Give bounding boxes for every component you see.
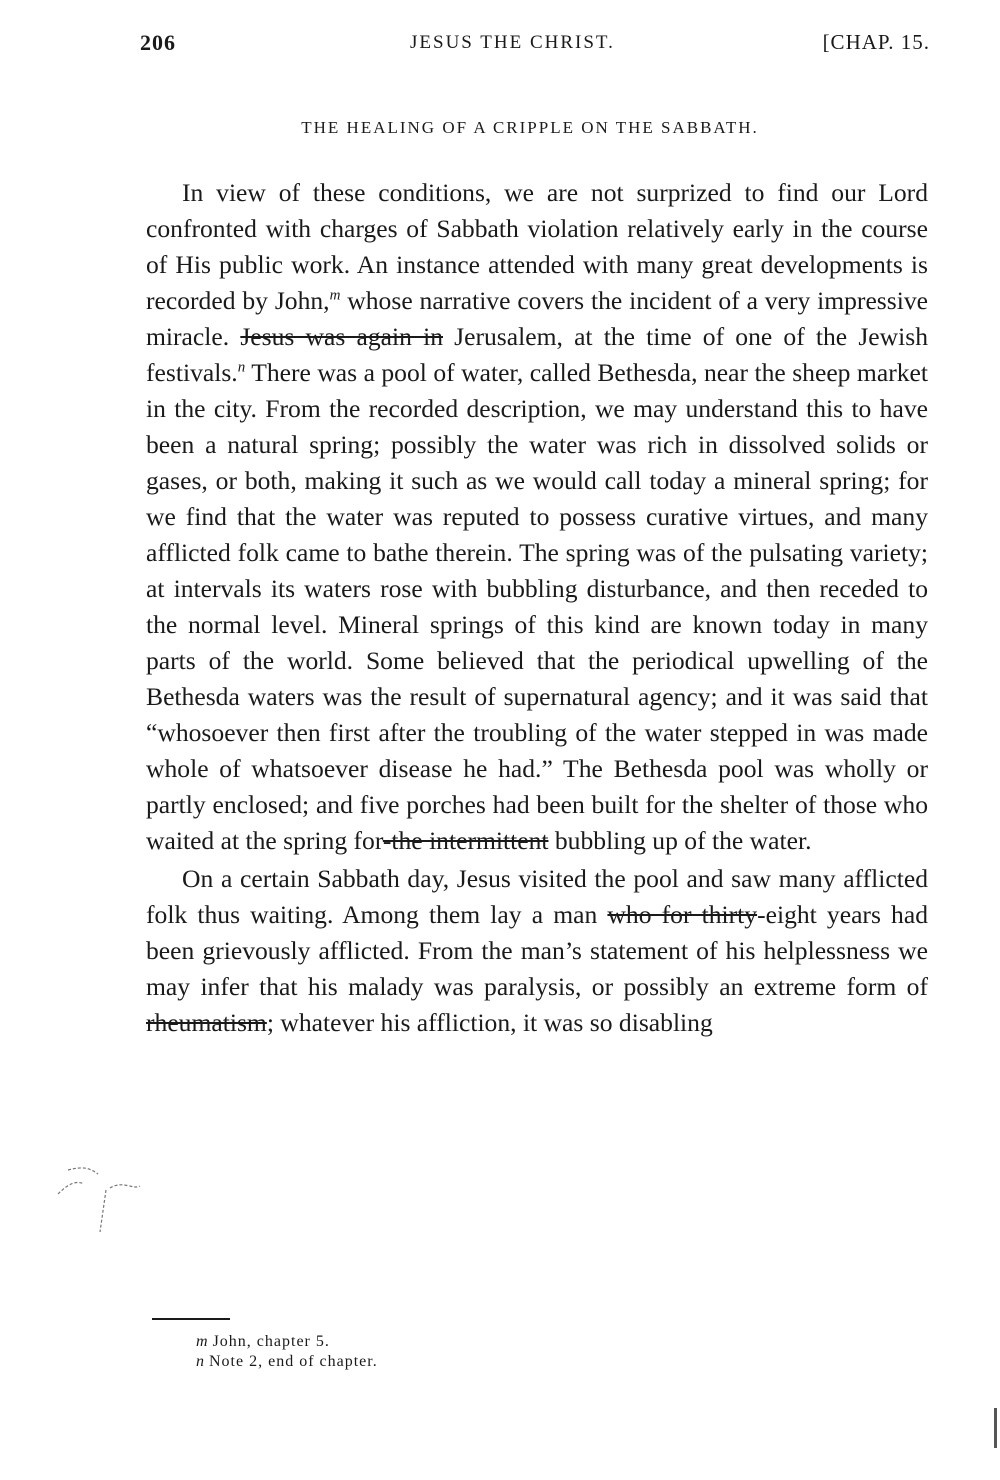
page-number: 206 xyxy=(140,30,176,55)
footnote-ref-n: n xyxy=(237,359,246,376)
footnote-m xyxy=(196,1332,378,1352)
scan-edge-mark xyxy=(994,1408,997,1448)
chapter-label: [CHAP. 15. xyxy=(822,30,930,54)
footnote-rule xyxy=(152,1318,230,1320)
section-heading: THE HEALING OF A CRIPPLE ON THE SABBATH. xyxy=(301,118,759,137)
footnote-text: Note 2, end of chapter. xyxy=(209,1353,378,1370)
margin-pencil-mark xyxy=(28,1160,158,1240)
paragraph-2-text-b: -eight years had been grievously afflicted. From the man’s statement of his helplessness we may infer that his malady was paralysis, or possibly an extreme form of xyxy=(146,900,929,1001)
struck-text: who for thirty xyxy=(607,900,758,929)
paragraph-1-text-d: There was a pool of water, called Bethesda, near the sheep market in the city. From the recorded description, we may understand this to have been a natural spring; possibly the water was rich in dissolved solids or gases, or both, making it such as we would call today a mineral spring; for we find that the water was reputed to possess curative virtues, and many afflicted folk came to bathe therein. The spring was of the pulsating variety; at intervals its waters rose with bubbling disturbance, and then receded to the normal level. Mineral springs of this kind are known today in many parts of the world. Some believed that the periodical upwelling of the Bethesda waters was the result of supernatural agency; and it was said that “whosoever then first after the troubling of the water stepped in was made whole of whatsoever disease he had.” The Bethesda pool was wholly or partly enclosed; and five porches had been built for the shelter of those who waited at the spring for xyxy=(146,358,928,855)
footnote-marker: m xyxy=(196,1333,209,1350)
paragraph-1-text-a: In view of these conditions, we are not surprized to find our Lord confronted with charges of Sabbath violation relatively early in the course of His public work. An instance attended with many great developments is recorded by John, xyxy=(146,178,928,315)
footnotes xyxy=(196,1332,378,1372)
footnote-text: John, chapter 5. xyxy=(212,1333,330,1350)
paragraph-2 xyxy=(146,861,928,1041)
body-text xyxy=(146,175,928,1041)
paragraph-1-text-e: bubbling up of the water. xyxy=(548,826,812,855)
footnote-marker: n xyxy=(196,1353,205,1370)
footnote-ref-m: m xyxy=(329,287,341,304)
struck-text: Jesus was again in xyxy=(240,322,443,351)
paragraph-2-text-c: ; whatever his affliction, it was so disabling xyxy=(266,1008,713,1037)
running-head xyxy=(140,30,930,64)
footnote-n xyxy=(196,1352,378,1372)
struck-text: rheumatism xyxy=(146,1008,267,1037)
paragraph-2-text-a: On a certain Sabbath day, Jesus visited the pool and saw many afflicted folk thus waiting. Among them lay a man xyxy=(146,864,928,929)
book-title: JESUS THE CHRIST. xyxy=(410,32,615,53)
paragraph-1-text-b: whose narrative covers the incident of a very impressive miracle. xyxy=(146,286,928,351)
struck-text: -the intermittent xyxy=(382,826,549,855)
paragraph-1-text-c: Jerusalem, at the time of one of the Jewish festivals. xyxy=(146,322,929,387)
paragraph-1 xyxy=(146,175,928,859)
